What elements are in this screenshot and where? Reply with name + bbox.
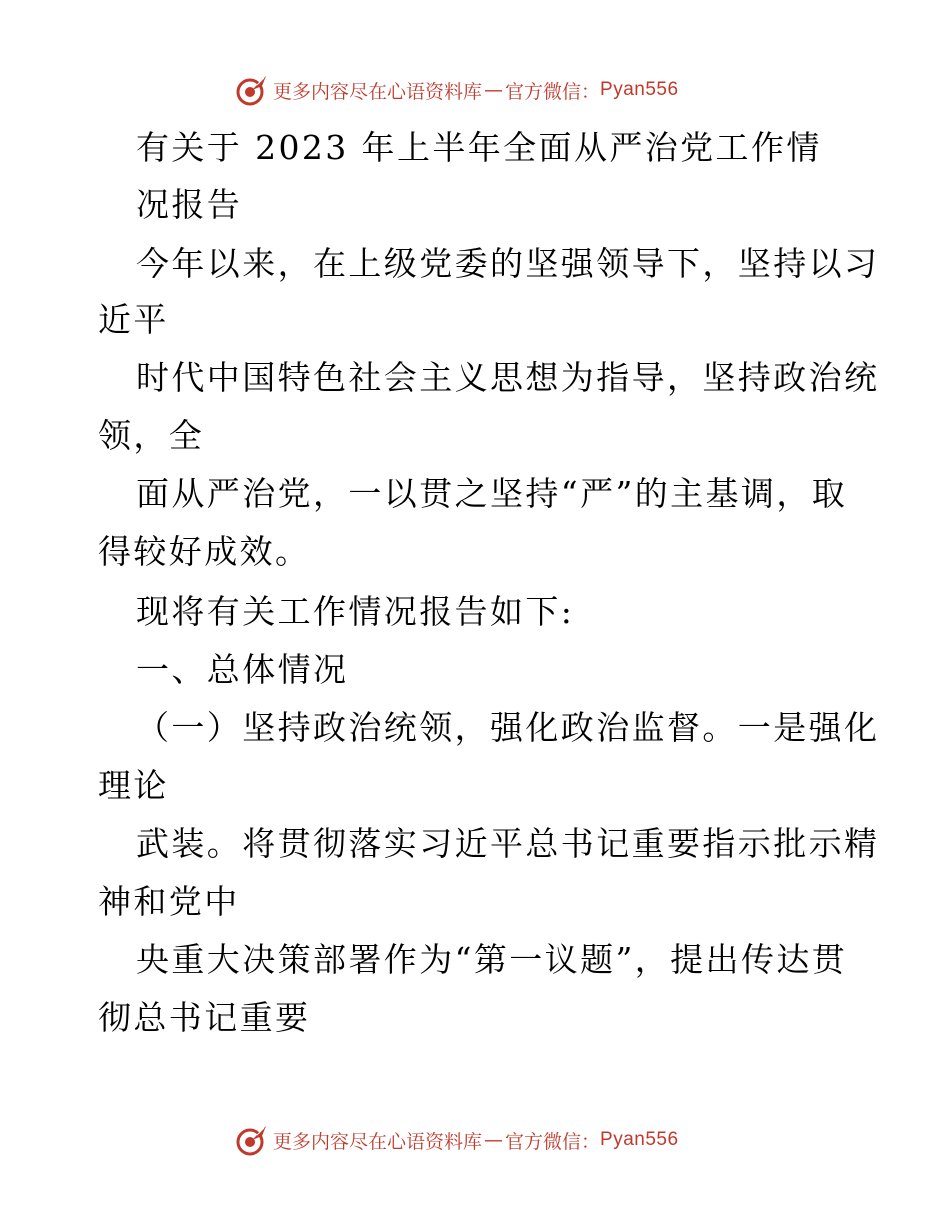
doc-text-line: 近平 — [98, 300, 169, 339]
doc-text-line: 领，全 — [98, 416, 205, 455]
footer-watermark — [235, 1122, 679, 1158]
quill-logo-icon — [235, 73, 269, 107]
watermark-separator: — — [484, 1129, 504, 1151]
doc-text-line: 今年以来，在上级党委的坚强领导下，坚持以习 — [136, 244, 880, 283]
watermark-wechat-id: Pyan556 — [600, 1129, 679, 1150]
doc-text-line: （一）坚持政治统领，强化政治监督。一是强化 — [136, 708, 880, 747]
section-heading: 一、总体情况 — [136, 650, 349, 689]
doc-title-line-1: 有关于 2023 年上半年全面从严治党工作情 — [136, 128, 822, 167]
doc-title-line-2: 况报告 — [136, 185, 243, 224]
header-watermark — [235, 72, 679, 108]
watermark-brand-text: 更多内容尽在心语资料库 — [273, 80, 483, 103]
doc-text-line: 得较好成效。 — [98, 532, 311, 571]
watermark-wechat-id: Pyan556 — [600, 79, 679, 100]
doc-text-line: 神和党中 — [98, 882, 240, 921]
doc-text-line: 彻总书记重要 — [98, 998, 311, 1037]
doc-text-line: 面从严治党，一以贯之坚持“严”的主基调，取 — [136, 474, 848, 513]
watermark-separator: — — [484, 79, 504, 101]
doc-text-line: 央重大决策部署作为“第一议题”，提出传达贯 — [136, 940, 848, 979]
watermark-brand-text: 更多内容尽在心语资料库 — [273, 1130, 483, 1153]
watermark-label: 官方微信： — [505, 1130, 601, 1153]
doc-text-line: 时代中国特色社会主义思想为指导，坚持政治统 — [136, 358, 880, 397]
doc-text-line: 理论 — [98, 766, 169, 805]
doc-text-line: 现将有关工作情况报告如下: — [136, 592, 575, 631]
quill-logo-icon — [235, 1123, 269, 1157]
doc-text-line: 武装。将贯彻落实习近平总书记重要指示批示精 — [136, 824, 880, 863]
watermark-label: 官方微信： — [505, 80, 601, 103]
